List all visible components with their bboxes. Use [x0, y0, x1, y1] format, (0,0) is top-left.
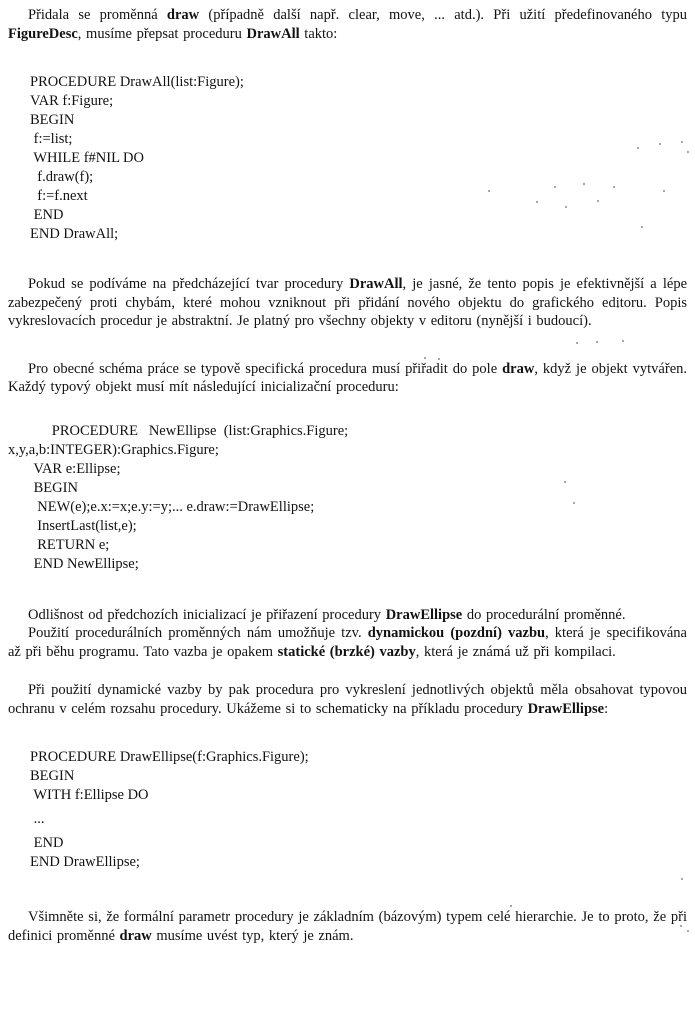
bold-term-static-binding: statické (brzké) vazby — [277, 643, 416, 660]
code-line: END DrawAll; — [30, 226, 119, 242]
code-line: x,y,a,b:INTEGER):Graphics.Figure; — [8, 441, 219, 458]
text-run: takto: — [299, 25, 338, 42]
code-line: WHILE f#NIL DO — [30, 150, 144, 166]
paragraph-base-type-note — [8, 908, 687, 945]
code-block-newellipse — [8, 422, 687, 574]
bold-term-drawellipse: DrawEllipse — [385, 606, 463, 623]
paragraph-dynamic-binding — [8, 624, 687, 661]
text-run: musíme uvést typ, který je znám. — [151, 927, 354, 944]
text-run: Pokud se podíváme na předcházející tvar procedury — [28, 276, 350, 292]
text-run: , která je známá už při kompilaci. — [415, 643, 616, 660]
text-run: Přidala se proměnná — [28, 7, 167, 23]
code-line: PROCEDURE NewEllipse (list:Graphics.Figure; — [30, 422, 349, 439]
code-line: f.draw(f); — [30, 169, 94, 185]
bold-term-draw: draw — [119, 927, 152, 944]
text-run: , je jasné, že tento popis je efektivnější a lépe zabezpečený proti chybám, které mohou vzniknout při přidání nového objektu do grafického editoru. Popis vykreslovacích procedur je abstraktní. Je platný pro všechny objekty v editoru (nynější i budoucí). — [8, 276, 688, 329]
text-run: , která je specifikována až při běhu programu. Tato vazba je opakem — [8, 625, 687, 660]
code-line: PROCEDURE DrawAll(list:Figure); — [30, 74, 244, 90]
bold-term-draw: draw — [166, 7, 200, 23]
code-line: VAR f:Figure; — [30, 93, 114, 109]
code-line: f:=f.next — [30, 188, 88, 204]
paragraph-init-procedure — [8, 360, 687, 397]
text-run: , když je objekt vytvářen. Každý typový objekt musí mít následující inicializační proceduru: — [8, 360, 688, 395]
code-block-drawall — [8, 73, 687, 244]
code-line: WITH f:Ellipse DO — [30, 787, 149, 803]
text-run: Použití procedurálních proměnných nám umožňuje tzv. — [28, 625, 368, 641]
paragraph-type-guard — [8, 681, 687, 718]
bold-term-drawall: DrawAll — [349, 276, 403, 292]
bold-term-draw: draw — [502, 360, 535, 377]
text-run: (případně další např. clear, move, ... atd.). Při užití předefinovaného typu — [199, 7, 687, 23]
bold-term-dynamic-binding: dynamickou (pozdní) vazbu — [367, 625, 546, 641]
code-line: BEGIN — [30, 479, 78, 496]
code-line: f:=list; — [30, 131, 73, 147]
code-line: BEGIN — [30, 112, 75, 128]
code-line: PROCEDURE DrawEllipse(f:Graphics.Figure); — [30, 749, 309, 765]
code-line: ... — [30, 811, 45, 827]
bold-term-drawall: DrawAll — [246, 25, 300, 42]
paragraph-drawall-discussion — [8, 275, 687, 331]
paragraph-intro — [8, 6, 687, 43]
text-run: Pro obecné schéma práce se typově specifická procedura musí přiřadit do pole — [28, 360, 503, 377]
code-line: END — [30, 835, 64, 851]
code-line: END DrawEllipse; — [30, 854, 140, 870]
text-run: , musíme přepsat proceduru — [77, 25, 247, 42]
code-line: BEGIN — [30, 768, 75, 784]
code-line: NEW(e);e.x:=x;e.y:=y;... e.draw:=DrawEllipse; — [30, 498, 315, 515]
code-line: RETURN e; — [30, 536, 110, 553]
code-line: InsertLast(list,e); — [30, 517, 137, 534]
code-line: END — [30, 207, 64, 223]
code-line: END NewEllipse; — [30, 555, 139, 572]
text-run: Všimněte si, že formální parametr procedury je základním (bázovým) typem celé hierarchie. Je to proto, že při definici proměnné — [8, 909, 687, 944]
code-line: VAR e:Ellipse; — [30, 460, 121, 477]
text-run: do procedurální proměnné. — [462, 606, 626, 623]
text-run: Odlišnost od předchozích inicializací je přiřazení procedury — [28, 606, 386, 623]
code-block-drawellipse — [8, 748, 687, 872]
bold-term-drawellipse: DrawEllipse — [527, 700, 605, 717]
bold-term-figuredesc: FigureDesc — [8, 25, 78, 42]
text-run: Při použití dynamické vazby by pak procedura pro vykreslení jednotlivých objektů měla obsahovat typovou ochranu v celém rozsahu procedury. Ukážeme si to schematicky na příkladu procedury — [8, 682, 687, 717]
paragraph-drawellipse-assignment — [8, 606, 687, 625]
text-run: : — [604, 700, 609, 717]
